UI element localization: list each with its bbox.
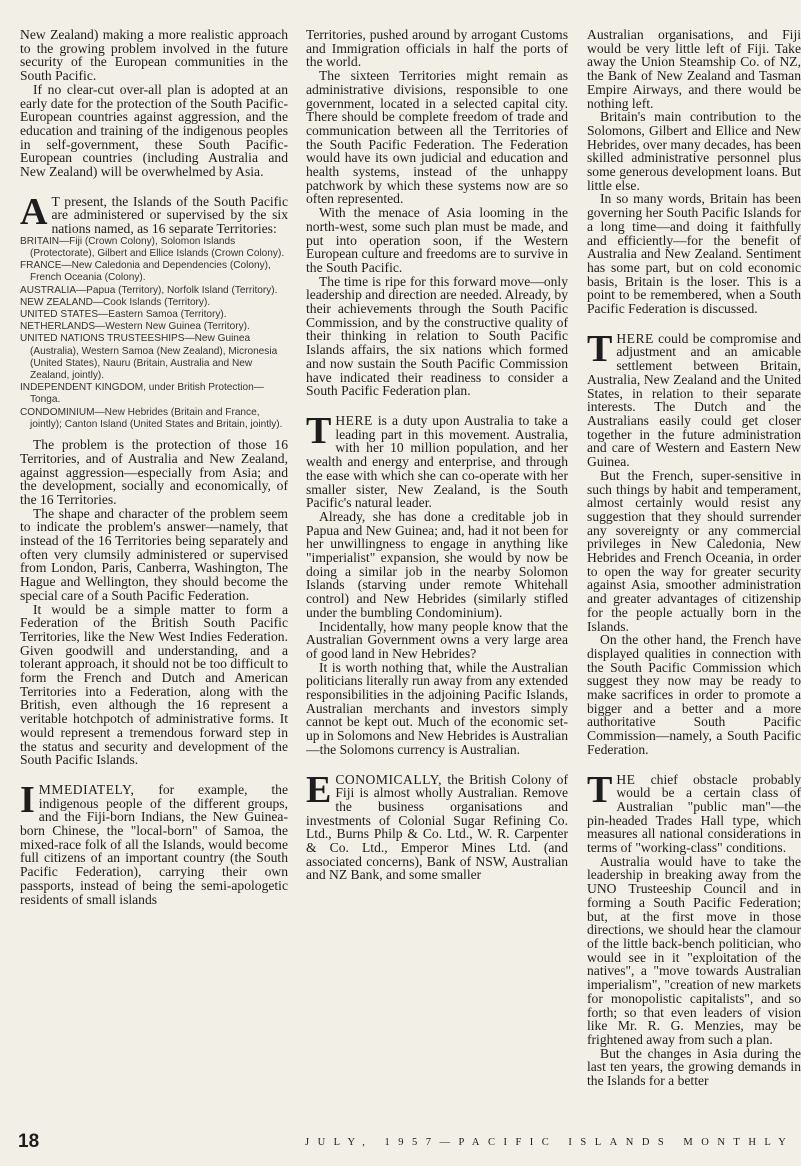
- paragraph: Already, she has done a creditable job in Papua and New Guinea; and, had it not been for her unwillingness to engage in anything like "imperialist" expansion, she would by now be doing a similar job in the nearby Solomon Islands (starving under remote Whitehall control) and New Hebrides (similarly stifled under the bumbling Condominium).: [306, 508, 568, 620]
- paragraph: Territories, pushed around by arrogant Customs and Immigration officials in half the ports of the world.: [306, 28, 568, 70]
- drop-cap: T: [306, 409, 332, 452]
- page-number: 18: [18, 1131, 40, 1152]
- paragraph: The problem is the protection of those 16 Territories, and of Australia and New Zealand, against aggression—especially from Asia; and the development, socially and economically, of the 16 Territories.: [20, 437, 288, 507]
- lead-caps: HE: [616, 771, 636, 787]
- column-2: [306, 28, 568, 882]
- list-item: NEW ZEALAND—Cook Islands (Territory).: [20, 296, 211, 308]
- paragraph: But the changes in Asia during the last ten years, the growing demands in the Islands for a better: [587, 1045, 801, 1088]
- lead-text: T present, the Islands of the South Pacific are administered or supervised by the six nations named, as 16 separate Territories:: [51, 193, 288, 237]
- lead-caps: MMEDIATELY,: [38, 781, 135, 797]
- paragraph: On the other hand, the French have displayed qualities in connection with the South Pacific Commission which suggest they now may be ready to make sacrifices in order to promote a bigger and a better and a more authoritative South Pacific Commission—namely, a South Pacific Federation.: [587, 632, 801, 757]
- section-lead: [587, 327, 801, 470]
- paragraph: Australia would have to take the leadership in breaking away from the UNO Trusteeship Council and in forming a South Pacific Federation; but, at the first move in those directions, we should hear the clamour of the little back-bench politician, who would see in it "exploitation of the natives", a "move towards Australian imperialism", "creation of new markets for monopolistic capitalists", and so forth; so that even leaders of vision like Mr. R. G. Menzies, may be frightened away from such a plan.: [587, 853, 801, 1047]
- paragraph: Incidentally, how many people know that the Australian Government owns a very large area of good land in New Hebrides?: [306, 618, 568, 661]
- section-lead: [20, 190, 288, 237]
- section-lead: [20, 778, 288, 907]
- lead-text: chief obstacle probably would be a certain class of Australian "public man"—the pin-headed Trades Hall type, which measures all national considerations in terms of "working-class" conditions.: [587, 771, 801, 856]
- column-3: [587, 28, 801, 1088]
- paragraph: The shape and character of the problem seem to indicate the problem's answer—namely, that instead of the 16 Territories being separately and often very clumsily administered or supervised from London, Paris, Canberra, Washington, The Hague and Wellington, they should become the special care of a South Pacific Federation.: [20, 505, 288, 603]
- section-lead: [306, 409, 568, 511]
- drop-cap: E: [306, 768, 332, 811]
- lead-text: for example, the indigenous people of the different groups, and the Fiji-born Indians, the New Guinea-born Chinese, the "local-born" of Samoa, the mixed-race folk of all the Islands, would become full citizens of an important country (the South Pacific Federation), carrying their own passports, instead of being the semi-apologetic residents of small islands: [20, 781, 288, 907]
- paragraph: It is worth nothing that, while the Australian politicians literally run away from any extended responsibilities in the adjoining Pacific Islands, Australian merchants and investors simply cannot be kept out. Much of the economic set-up in Solomons and New Hebrides is Australian—the Solomons currency is Australian.: [306, 659, 568, 757]
- lead-text: could be compromise and adjustment and an amicable settlement between Britain, Australia, New Zealand and the United States, in relation to their separate interests. The Dutch and the Australians easily could get closer together in the future administration and care of Western and Eastern New Guinea.: [587, 330, 801, 470]
- paragraph: Australian organisations, and Fiji would be very little left of Fiji. Take away the Union Steamship Co. of NZ, the Bank of New Zealand and Tasman Empire Airways, and there would be nothing left.: [587, 28, 801, 111]
- paragraph: It would be a simple matter to form a Federation of the British South Pacific Territories, like the New West Indies Federation. Given goodwill and understanding, and a tolerant approach, it should not be too difficult to form the French and Dutch and American Territories into a Federation, along with the British, even although the 16 represent a veritable hotchpotch of administrative forms. It would represent a tremendous forward step in the status and security and development of the South Pacific Islands.: [20, 601, 288, 768]
- paragraph: In so many words, Britain has been governing her South Pacific Islands for a long time—and doing it faithfully and efficiently—for the benefit of Australia and New Zealand. Sentiment has some part, but on cold economic basis, Britain is the loser. This is a point to be remembered, when a South Pacific Federation is discussed.: [587, 191, 801, 317]
- lead-caps: HERE: [616, 330, 654, 346]
- section-lead: [306, 768, 568, 883]
- list-item: UNITED STATES—Eastern Samoa (Territory).: [20, 309, 227, 321]
- paragraph: The time is ripe for this forward move—only leadership and direction are needed. Already, by their achievements through the South Pacific Commission, and by the constructive quality of their thinking in relation to South Pacific Islands affairs, the six nations which formed and now sustain the South Pacific Commission have indicated their readiness to consider a South Pacific Federation plan.: [306, 273, 568, 399]
- paragraph: Britain's main contribution to the Solomons, Gilbert and Ellice and New Hebrides, over many decades, has been skilled administrative personnel plus some generous development loans. But little else.: [587, 109, 801, 193]
- column-1: [20, 28, 288, 906]
- paragraph: If no clear-cut over-all plan is adopted at an early date for the protection of the South Pacific-European countries against aggression, and the education and training of the indigenous peoples in self-government, these South Pacific-European countries (including Australia and New Zealand) will be overwhelmed by Asia.: [20, 81, 288, 180]
- territory-list: [20, 236, 288, 431]
- list-item: NETHERLANDS—Western New Guinea (Territory).: [20, 321, 250, 333]
- lead-text: is a duty upon Australia to take a leading part in this movement. Australia, with her 10 million population, and her wealth and energy and enterprise, and through the ease with which she can co-operate with her smaller sister, New Zealand, is the South Pacific's natural leader.: [306, 412, 568, 511]
- drop-cap: T: [587, 768, 613, 811]
- list-item: FRANCE—New Caledonia and Dependencies (Colony), French Oceania (Colony).: [20, 260, 271, 284]
- list-item: AUSTRALIA—Papua (Territory), Norfolk Island (Territory).: [20, 284, 278, 296]
- paragraph: With the menace of Asia looming in the north-west, some such plan must be made, and put into operation soon, if the Western European culture and freedoms are to survive in the South Pacific.: [306, 205, 568, 275]
- drop-cap: A: [20, 190, 48, 233]
- running-footer: JULY, 1957—PACIFIC ISLANDS MONTHLY: [305, 1137, 795, 1148]
- lead-text: the British Colony of Fiji is almost wholly Australian. Remove the business organisations and investments of Colonial Sugar Refining Co. Ltd., Burns Philp & Co. Ltd., W. R. Carpenter & Co. Ltd., Emperor Mines Ltd. (and associated concerns), Bank of NSW, Australian and NZ Bank, and some smaller: [306, 771, 568, 883]
- paragraph: The sixteen Territories might remain as administrative divisions, responsible to one government, located in a selected capital city. There should be complete freedom of trade and communication between all the Territories of the South Pacific Federation. The Federation would have its own judicial and education and health systems, instead of the unhappy patchwork by which these systems now are so often represented.: [306, 68, 568, 207]
- drop-cap: I: [20, 778, 35, 821]
- paragraph: But the French, super-sensitive in such things by habit and temperament, almost certainly would resist any suggestion that they should surrender any sovereignty or any commercial privileges in New Caledonia, New Hebrides and French Oceania, in order to open the way for greater security against Asia, smoother administration and greater advantages of citizenship for the people actually born in the Islands.: [587, 467, 801, 634]
- list-item: CONDOMINIUM—New Hebrides (Britain and France, jointly); Canton Island (United States and Britain, jointly).: [20, 406, 283, 430]
- lead-caps: HERE: [335, 412, 373, 428]
- drop-cap: T: [587, 327, 613, 370]
- list-item: UNITED NATIONS TRUSTEESHIPS—New Guinea (Australia), Western Samoa (New Zealand), Micronesia (United States), Nauru (Britain, Australia and New Zealand, jointly).: [20, 333, 278, 382]
- section-lead: [587, 768, 801, 856]
- paragraph: New Zealand) making a more realistic approach to the growing problem involved in the future security of the European communities in the South Pacific.: [20, 28, 288, 84]
- lead-caps: CONOMICALLY,: [335, 771, 443, 787]
- list-item: BRITAIN—Fiji (Crown Colony), Solomon Islands (Protectorate), Gilbert and Ellice Islands (Crown Colony).: [20, 235, 285, 260]
- list-item: INDEPENDENT KINGDOM, under British Protection—Tonga.: [20, 382, 264, 406]
